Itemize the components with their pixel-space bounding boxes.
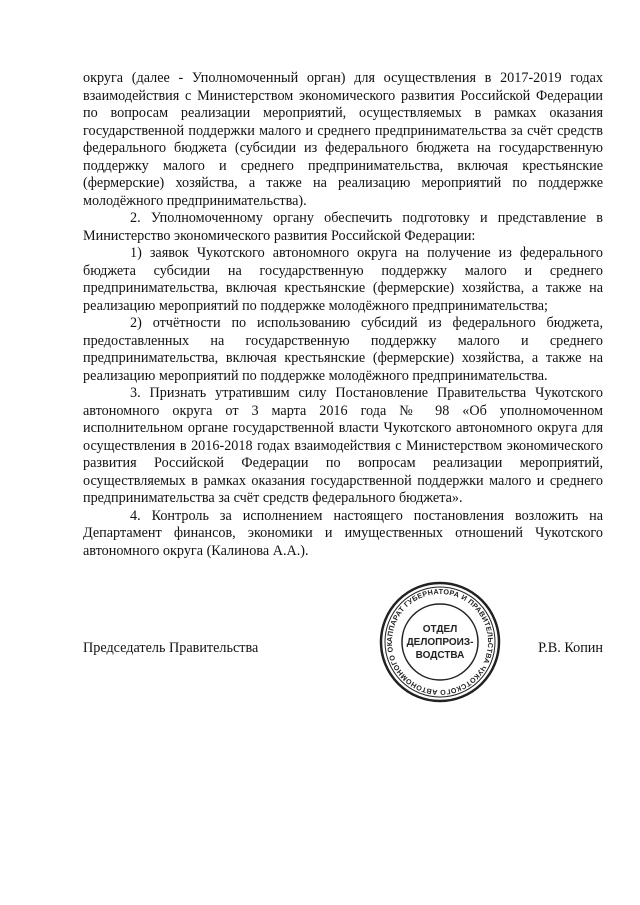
office-stamp [378, 580, 502, 704]
signature-block [83, 640, 603, 660]
stamp-ring-text: АППАРАТ ГУБЕРНАТОРА И ПРАВИТЕЛЬСТВА ЧУКОТСКОГО АВТОНОМНОГО ОК [384, 586, 496, 698]
signatory-title: Председатель Правительства [83, 640, 259, 656]
paragraph-item-3: 3. Признать утратившим силу Постановление Правительства Чукотского автономного округа от 3 марта 2016 года № 98 «Об уполномоченном исполнительном органе государственной власти Чукотского автономного округа для осуществления в 2016-2018 годах взаимодействия с Министерством экономического развития Российской Федерации по вопросам реализации мероприятий, осуществляемых в рамках оказания государственной поддержки малого и среднего предпринимательства за счёт средств федерального бюджета». [83, 385, 603, 506]
signatory-name: Р.В. Копин [538, 640, 603, 656]
stamp-center-text [378, 580, 502, 704]
stamp-line-2: ДЕЛОПРОИЗ- [406, 636, 474, 648]
document-body [83, 70, 603, 560]
paragraph-continuation: округа (далее - Уполномоченный орган) для осуществления в 2017-2019 годах взаимодействия с Министерством экономического развития Российской Федерации по вопросам реализации мероприятий, осуществляемых в рамках оказания государственной поддержки малого и среднего предпринимательства за счёт средств федерального бюджета (субсидии из федерального бюджета на государственную поддержку малого и среднего предпринимательства, включая крестьянские (фермерские) хозяйства, а также на реализацию мероприятий по поддержке молодёжного предпринимательства). [83, 70, 603, 209]
stamp-line-3: ВОДСТВА [415, 649, 465, 661]
paragraph-subitem-2: 2) отчётности по использованию субсидий из федерального бюджета, предоставленных на государственную поддержку малого и среднего предпринимательства, включая крестьянские (фермерские) хозяйства, а также на реализацию мероприятий по поддержке молодёжного предпринимательства. [83, 315, 603, 384]
paragraph-subitem-1: 1) заявок Чукотского автономного округа на получение из федерального бюджета субсидии на государственную поддержку малого и среднего предпринимательства, включая крестьянские (фермерские) хозяйства, а также на реализацию мероприятий по поддержке молодёжного предпринимательства; [83, 245, 603, 314]
stamp-line-1: ОТДЕЛ [422, 623, 458, 635]
paragraph-item-2: 2. Уполномоченному органу обеспечить подготовку и представление в Министерство экономического развития Российской Федерации: [83, 210, 603, 244]
paragraph-item-4: 4. Контроль за исполнением настоящего постановления возложить на Департамент финансов, экономики и имущественных отношений Чукотского автономного округа (Калинова А.А.). [83, 507, 603, 559]
